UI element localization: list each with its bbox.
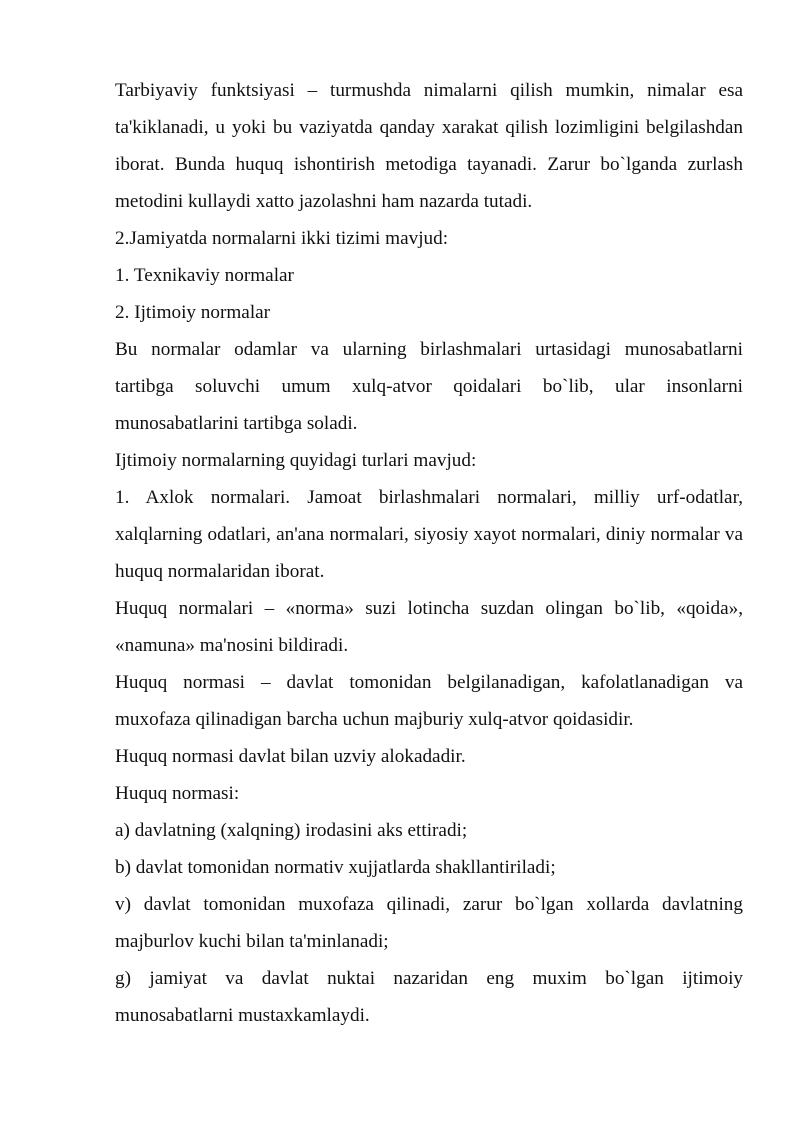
list-item-social-norms: 2. Ijtimoiy normalar [115, 302, 271, 323]
paragraph-two-systems-heading: 2.Jamiyatda normalarni ikki tizimi mavjud: [115, 228, 449, 249]
paragraph-educational-function: Tarbiyaviy funktsiyasi – turmushda nimalarni qilish mumkin, nimalar esa ta'kiklanadi, u yoki bu vaziyatda qanday xarakat qilish lozimligini belgilashdan iborat. Bunda huquq ishontirish metodiga tayanadi. Zarur bo`lganda zurlash metodini kullaydi xatto jazolashni ham nazarda tutadi. [115, 80, 743, 212]
paragraph-moral-norms: 1. Axlok normalari. Jamoat birlashmalari normalari, milliy urf-odatlar, xalqlarning odatlari, an'ana normalari, siyosiy xayot normalari, diniy normalar va huquq normalaridan iborat. [115, 487, 743, 582]
paragraph-legal-norm-list-heading: Huquq normasi: [115, 783, 240, 804]
paragraph-social-norm-types-heading: Ijtimoiy normalarning quyidagi turlari mavjud: [115, 450, 477, 471]
paragraph-legal-norm-definition: Huquq normasi – davlat tomonidan belgilanadigan, kafolatlanadigan va muxofaza qilinadigan barcha uchun majburiy xulq-atvor qoidasidir. [115, 672, 743, 730]
list-item-technical-norms: 1. Texnikaviy normalar [115, 265, 294, 286]
list-item-g: g) jamiyat va davlat nuktai nazaridan eng muxim bo`lgan ijtimoiy munosabatlarni mustaxkamlaydi. [115, 968, 743, 1026]
paragraph-legal-norm-state-link: Huquq normasi davlat bilan uzviy alokadadir. [115, 746, 466, 767]
list-item-a: a) davlatning (xalqning) irodasini aks ettiradi; [115, 820, 468, 841]
paragraph-legal-norms-etymology: Huquq normalari – «norma» suzi lotincha suzdan olingan bo`lib, «qoida», «namuna» ma'nosini bildiradi. [115, 598, 743, 656]
paragraph-norms-definition: Bu normalar odamlar va ularning birlashmalari urtasidagi munosabatlarni tartibga soluvchi umum xulq-atvor qoidalari bo`lib, ular insonlarni munosabatlarini tartibga soladi. [115, 339, 743, 434]
document-page [115, 72, 743, 1034]
list-item-b: b) davlat tomonidan normativ xujjatlarda shakllantiriladi; [115, 857, 556, 878]
list-item-v: v) davlat tomonidan muxofaza qilinadi, zarur bo`lgan xollarda davlatning majburlov kuchi bilan ta'minlanadi; [115, 894, 743, 952]
